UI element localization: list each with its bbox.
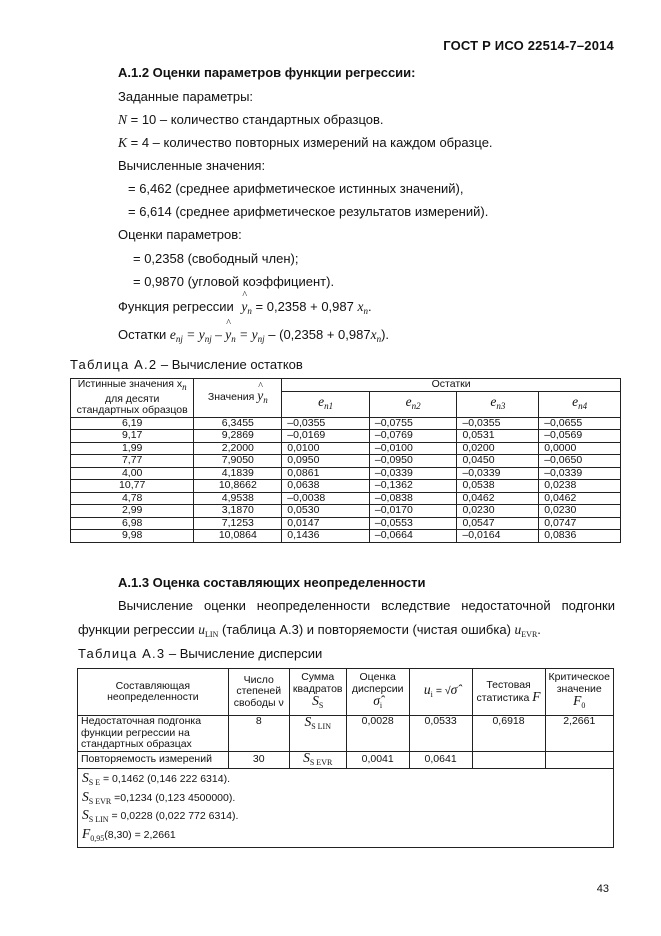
col-true-label2: для десяти [104,392,160,405]
table-cell: 0,0531 [457,430,539,443]
residual-end: ). [381,327,390,342]
table-row [71,492,621,505]
row-evr-var: 0,0041 [346,751,409,769]
table-cell: –0,0355 [457,417,539,430]
h-u-var: u [423,681,431,697]
h-test [472,669,545,716]
row-lin-var: 0,0028 [346,716,409,752]
note-f095-text: (8,30) = 2,2661 [104,828,176,841]
note-sslin-text: = 0,0228 (0,022 772 6314). [108,810,239,822]
regression-function-line [118,299,372,316]
e4-sub: n4 [578,400,588,411]
k-param-line [118,135,493,151]
computed-values-label: Вычисленные значения: [118,158,266,173]
row-lin-test: 0,6918 [472,716,545,752]
h-ss-label: Сумма квадратов [292,671,343,695]
h-ss-var: S [312,693,319,709]
table-cell: 4,78 [71,492,194,505]
h-sigma: σ̂ [373,693,380,709]
u-lin-sub: LIN [205,630,219,639]
table-cell: –0,0838 [369,492,457,505]
h-var-est [346,669,409,716]
table-row [71,480,621,493]
note-sse-sub: S E [88,778,101,787]
table-cell: 0,0200 [457,442,539,455]
table-cell: 0,0462 [457,492,539,505]
residual-y2-sub: nj [257,334,265,344]
table-cell: –0,0950 [369,455,457,468]
note-sse-var: S [82,770,89,785]
residual-tail: – (0,2358 + 0,987 [264,327,371,342]
col-header-values [194,379,282,418]
row-lin-ss-var: S [304,714,312,729]
col-header-true-values [71,379,194,418]
variance-table [77,668,614,848]
table-cell: 7,9050 [194,455,282,468]
table-row [71,530,621,543]
table-cell: 10,8662 [194,480,282,493]
table-a2-caption [70,357,303,372]
h-u [409,669,472,716]
row-evr-crit [545,751,614,769]
regression-equation: = 0,2358 + 0,987 [251,299,358,314]
e2-var: e [405,393,412,409]
col-header-e4 [539,391,621,417]
residual-eq2: = y [235,327,258,342]
table-cell: –0,0339 [457,467,539,480]
table-row [71,417,621,430]
table-cell: 9,2869 [194,430,282,443]
param-estimates-label: Оценки параметров: [118,227,242,242]
para-text-a: функции регрессии [78,622,199,637]
residual-y-hat: ^ y [225,327,231,343]
table-cell: 9,17 [71,430,194,443]
h-crit-sub: 0 [581,701,586,711]
note-sslin-var: S [82,807,89,822]
table-cell: –0,0038 [282,492,370,505]
n-param-text: = 10 – количество стандартных образцов. [127,112,384,127]
h-u-sigma: σ̂ [450,681,458,697]
h-component: Составляющая неопределенности [78,669,229,716]
table-cell: 2,2000 [194,442,282,455]
variance-row-evr [78,751,614,769]
e4-var: e [572,393,579,409]
table-cell: –0,0169 [282,430,370,443]
row-evr-component: Повторяемость измерений [78,751,229,769]
row-evr-u: 0,0641 [409,751,472,769]
section-heading-a12: А.1.2 Оценки параметров функции регрессии: [118,65,416,80]
note-sslin-sub: S LIN [88,815,109,824]
u-evr-sub: EVR [521,630,538,639]
note-f095-var: F [82,825,91,841]
row-evr-ss-sub: S EVR [309,757,333,767]
intercept-line: = 0,2358 (свободный член); [133,251,299,266]
table-cell: 7,77 [71,455,194,468]
table-cell: –0,0755 [369,417,457,430]
col-header-e2 [369,391,457,417]
table-cell: 0,0861 [282,467,370,480]
row-lin-ss-sub: S LIN [311,722,331,731]
regression-label: Функция регрессии [118,299,234,314]
table-row [71,442,621,455]
table-row [71,517,621,530]
table-row [71,467,621,480]
col-true-sub: n [182,382,187,392]
table-cell: –0,0339 [369,467,457,480]
note-ssevr [82,790,609,809]
note-ssevr-text: =0,1234 (0,123 4500000). [111,791,236,804]
table-cell: –0,0339 [539,467,621,480]
note-sse-text: = 0,1462 (0,146 222 6314). [100,773,230,785]
row-lin-u: 0,0533 [409,716,472,752]
col-header-e3 [457,391,539,417]
table-cell: 0,0462 [539,492,621,505]
table-cell: –0,0100 [369,442,457,455]
regression-x: x [357,299,364,314]
table-cell: –0,0170 [369,505,457,518]
col-header-e1 [282,391,370,417]
n-param-line [118,112,384,128]
table-cell: 0,1436 [282,530,370,543]
h-test-label: Тестовая статистика [476,678,531,704]
h-ss-sub: S [318,701,324,711]
table-cell: 0,0450 [457,455,539,468]
h-sigma-sub: i [379,701,383,711]
table-a3-caption-label: Таблица А.3 [78,646,166,661]
table-cell: 6,3455 [194,417,282,430]
variance-row-lin [78,716,614,752]
given-params-label: Заданные параметры: [118,89,254,104]
table-cell: 10,0864 [194,530,282,543]
table-a2-caption-text: – Вычисление остатков [157,357,303,372]
k-param-text: = 4 – количество повторных измерений на каждом образце. [127,135,493,150]
table-cell: –0,0650 [539,455,621,468]
para-text-b: (таблица А.3) и повторяемости (чистая ошибка) [218,622,515,637]
note-sslin [82,808,609,827]
table-cell: 0,0147 [282,517,370,530]
table-cell: 0,0100 [282,442,370,455]
variance-notes [78,769,614,848]
table-cell: 0,0547 [457,517,539,530]
k-variable: K [118,135,128,150]
e1-sub: n1 [324,400,334,411]
document-header: ГОСТ Р ИСО 22514-7–2014 [443,38,614,53]
table-cell: 0,0538 [457,480,539,493]
h-crit [545,669,614,716]
table-row [71,505,621,518]
table-cell: 0,0836 [539,530,621,543]
residual-y-hat-sub: n [231,334,236,344]
residual-e-sub: nj [175,334,183,344]
table-cell: –0,0655 [539,417,621,430]
h-test-var: F [532,689,541,704]
section-heading-a13: А.1.3 Оценка составляющих неопределенности [118,575,426,590]
note-ssevr-sub: S EVR [88,796,112,806]
row-lin-component: Недостаточная подгонка функции регрессии на стандартных образцах [78,716,229,752]
slope-line: = 0,9870 (угловой коэффициент). [133,274,335,289]
col-true-label3: стандартных образцов [76,404,188,416]
row-lin-ss [289,716,346,752]
note-ssevr-var: S [82,788,89,804]
table-cell: –0,0164 [457,530,539,543]
note-f095 [82,827,609,846]
table-cell: 0,0000 [539,442,621,455]
table-cell: 4,9538 [194,492,282,505]
e3-var: e [490,393,497,409]
e1-var: e [318,393,325,409]
table-cell: –0,0769 [369,430,457,443]
y-hat-sub: n [247,306,252,316]
h-u-sub: i [430,689,433,699]
col-values-var: ^ y [257,390,263,402]
residuals-table-body [71,417,621,542]
table-row [71,455,621,468]
variance-notes-row [78,769,614,848]
residual-y-sub: nj [204,334,212,344]
table-cell: 0,0230 [457,505,539,518]
residuals-table [70,378,621,543]
table-cell: 6,98 [71,517,194,530]
table-cell: –0,0569 [539,430,621,443]
table-cell: 0,0950 [282,455,370,468]
u-evr-var: u [514,622,522,637]
table-a3-caption [78,646,322,661]
h-u-eq: = [432,684,445,697]
h-var-label: Оценка дисперсии [351,671,404,695]
table-row [71,430,621,443]
table-cell: 4,1839 [194,467,282,480]
table-cell: 3,1870 [194,505,282,518]
paragraph-line1: Вычисление оценки неопределенности вследствие недостаточной подгонки [118,598,615,613]
residual-x-sub: n [376,334,382,344]
table-cell: 0,0747 [539,517,621,530]
row-lin-dof: 8 [228,716,289,752]
table-cell: 1,99 [71,442,194,455]
table-cell: 6,19 [71,417,194,430]
table-cell: 10,77 [71,480,194,493]
row-lin-crit: 2,2661 [545,716,614,752]
e2-sub: n2 [411,400,421,411]
residual-e: e [169,327,176,342]
table-cell: 0,0638 [282,480,370,493]
residuals-label: Остатки [118,327,167,342]
table-cell: 0,0238 [539,480,621,493]
residual-eq: = y [182,327,205,342]
table-a2-caption-label: Таблица А.2 [70,357,158,372]
mean-true-line: = 6,462 (среднее арифметическое истинных значений), [128,181,464,196]
table-cell: –0,0664 [369,530,457,543]
u-lin-var: u [198,622,206,637]
row-evr-dof: 30 [228,751,289,769]
table-cell: 7,1253 [194,517,282,530]
square-root-icon: √ [444,684,451,697]
h-crit-label: Критическое значение [548,671,610,695]
e3-sub: n3 [496,400,506,411]
note-sse [82,771,609,790]
page-number: 43 [596,883,609,895]
n-variable: N [118,112,128,127]
table-cell: –0,1362 [369,480,457,493]
residual-minus: – [211,327,226,342]
row-evr-ss [289,751,346,769]
table-cell: 0,0230 [539,505,621,518]
table-cell: 9,98 [71,530,194,543]
col-values-label: Значения [207,390,255,403]
mean-measured-line: = 6,614 (среднее арифметическое результатов измерений). [128,204,489,219]
table-cell: 0,0530 [282,505,370,518]
table-cell: –0,0355 [282,417,370,430]
col-true-label: Истинные значения x [77,378,183,390]
table-cell: –0,0553 [369,517,457,530]
col-header-residuals: Остатки [282,379,621,392]
regression-x-sub: n [363,306,368,316]
regression-end: . [367,299,372,314]
table-cell: 4,00 [71,467,194,480]
h-dof: Число степеней свободы ν [228,669,289,716]
variance-table-header [78,669,614,716]
paragraph-line2 [78,622,541,639]
h-ss [289,669,346,716]
row-evr-ss-var: S [303,749,310,765]
residual-x: x [370,327,377,342]
h-crit-var: F [573,693,582,709]
note-f095-sub: 0,95 [90,833,105,843]
y-hat: ^ y [241,299,247,315]
row-evr-test [472,751,545,769]
table-cell: 2,99 [71,505,194,518]
col-values-sub: n [263,394,268,405]
para-text-c: . [537,622,541,637]
table-a3-caption-text: – Вычисление дисперсии [165,646,323,661]
residuals-line [118,327,389,344]
